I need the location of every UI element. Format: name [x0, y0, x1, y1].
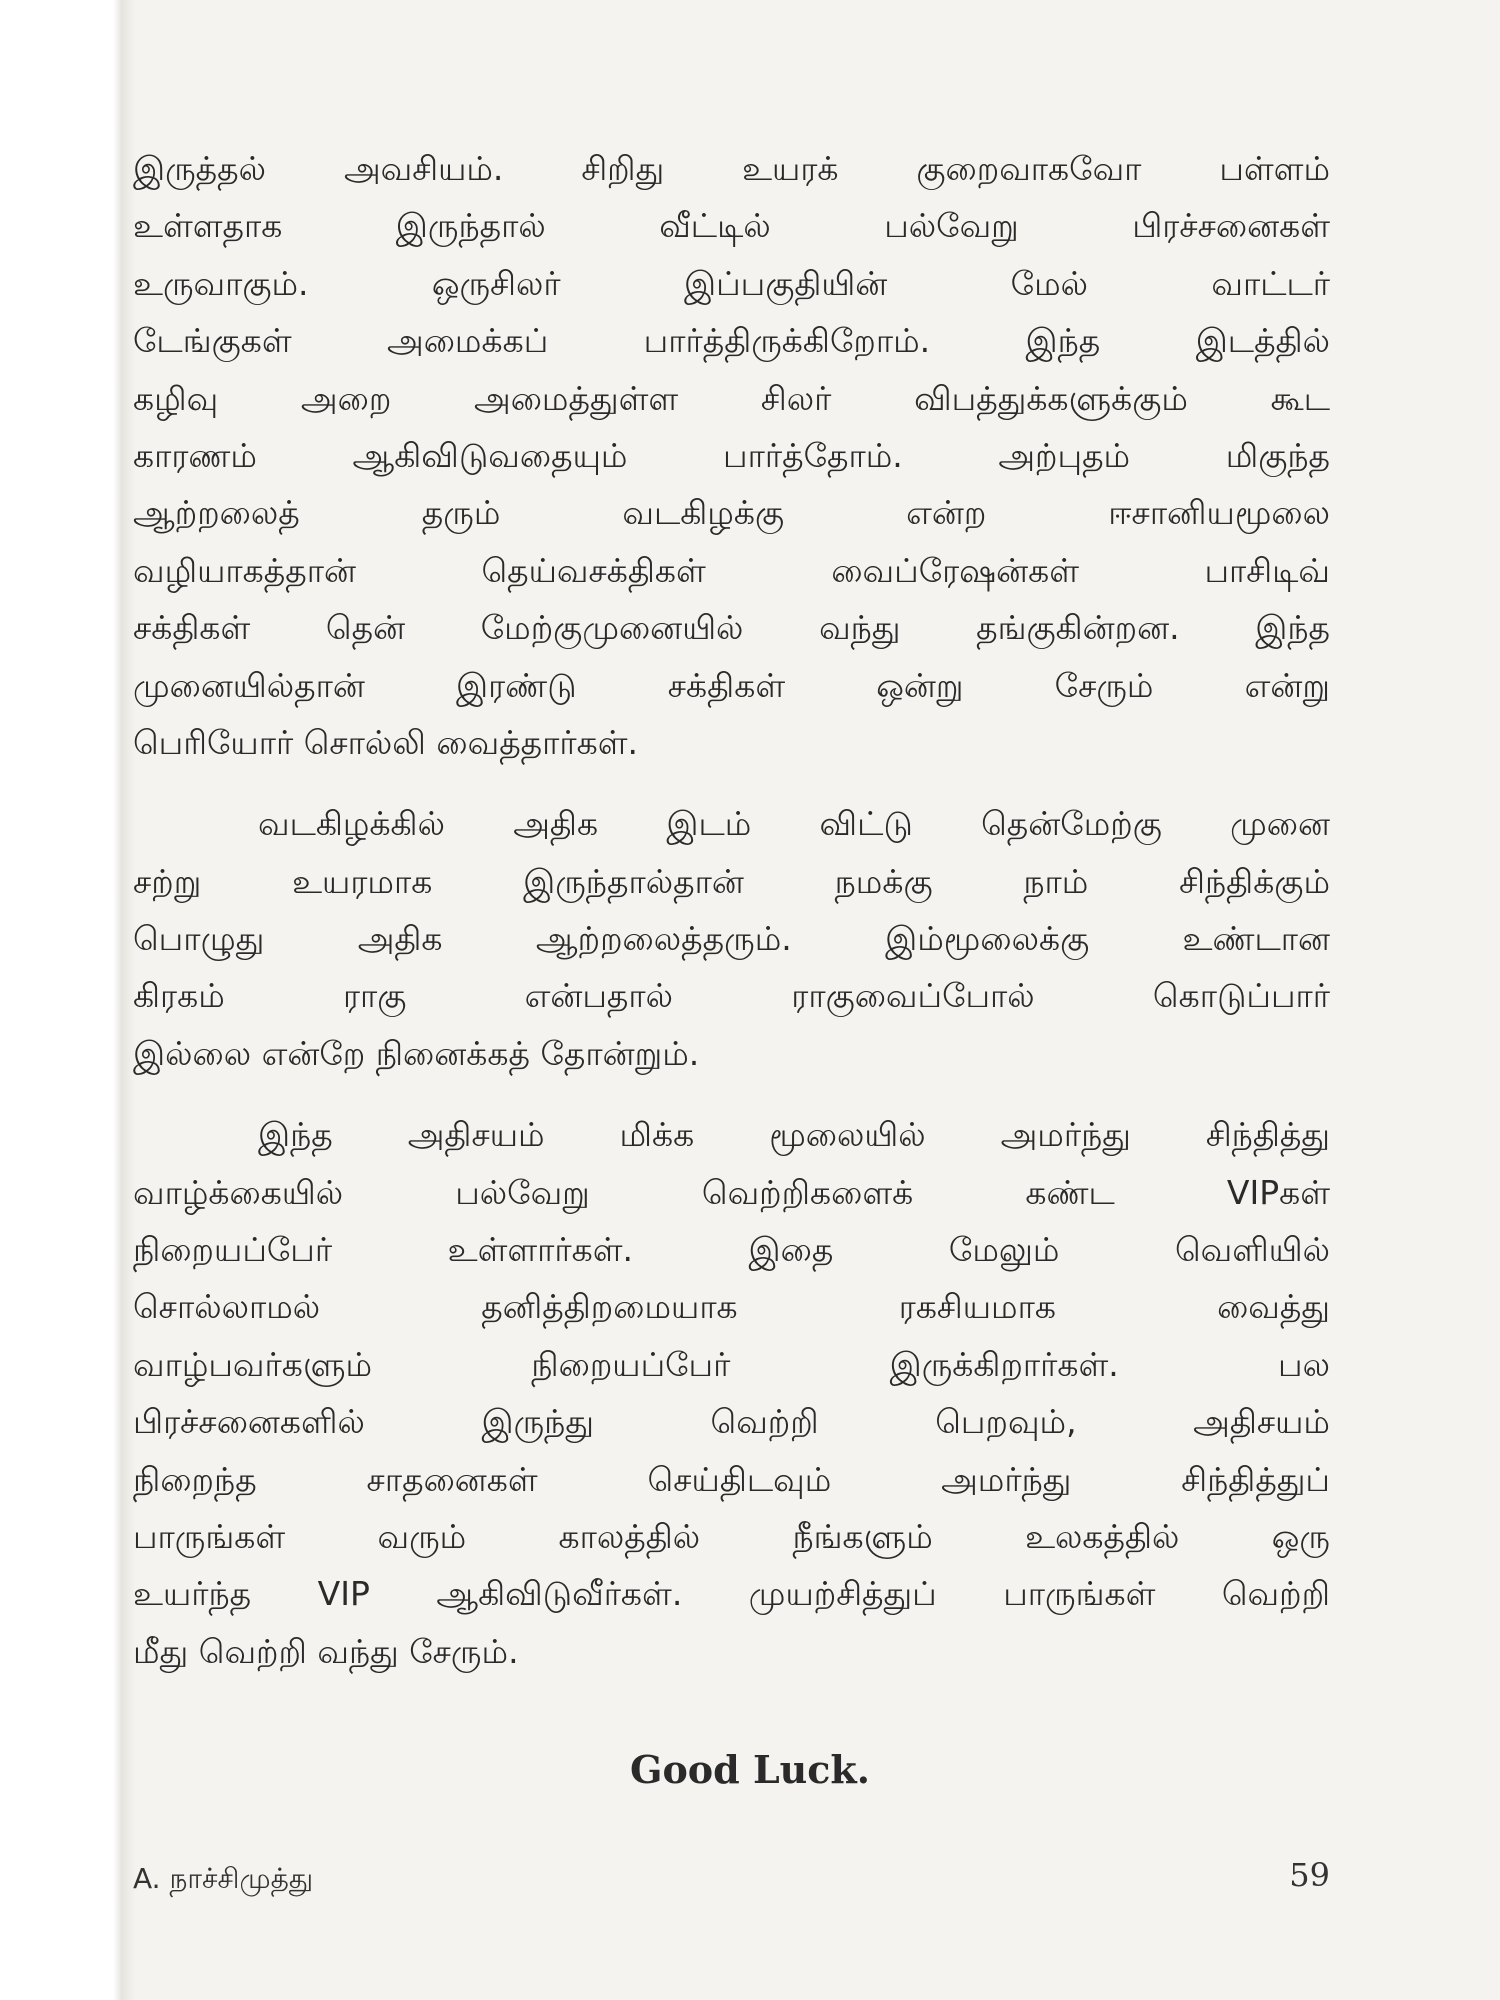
paragraph-spacer — [133, 771, 1330, 795]
paragraph-2 — [133, 795, 1330, 1082]
page-footer — [133, 1856, 1330, 1902]
text-line: நிறைந்த சாதனைகள் செய்திடவும் அமர்ந்து சிந்தித்துப் — [133, 1459, 1330, 1499]
text-line: வழியாகத்தான் தெய்வசக்திகள் வைப்ரேஷன்கள் பாசிடிவ் — [133, 550, 1330, 590]
text-line: வாழ்க்கையில் பல்வேறு வெற்றிகளைக் கண்ட VIPகள் — [133, 1172, 1330, 1212]
text-line: மீது வெற்றி வந்து சேரும். — [133, 1631, 519, 1671]
text-line: ஆற்றலைத் தரும் வடகிழக்கு என்ற ஈசானியமூலை — [133, 493, 1330, 533]
closing-greeting: Good Luck. — [630, 1747, 870, 1792]
page-body — [133, 140, 1330, 1720]
text-line: சற்று உயரமாக இருந்தால்தான் நமக்கு நாம் சிந்திக்கும் — [133, 861, 1330, 901]
text-line: இல்லை என்றே நினைக்கத் தோன்றும். — [133, 1033, 700, 1073]
text-line: காரணம் ஆகிவிடுவதையும் பார்த்தோம். அற்புதம் மிகுந்த — [133, 435, 1330, 475]
text-line: வடகிழக்கில் அதிக இடம் விட்டு தென்மேற்கு முனை — [258, 804, 1330, 844]
text-line: டேங்குகள் அமைக்கப் பார்த்திருக்கிறோம். இந்த இடத்தில் — [133, 321, 1330, 361]
text-line: நிறையப்பேர் உள்ளார்கள். இதை மேலும் வெளியில் — [133, 1230, 1330, 1270]
paragraph-3 — [133, 1106, 1330, 1680]
text-line: சொல்லாமல் தனித்திறமையாக ரகசியமாக வைத்து — [133, 1287, 1330, 1327]
text-line: கிரகம் ராகு என்பதால் ராகுவைப்போல் கொடுப்பார் — [133, 976, 1330, 1016]
text-line: முனையில்தான் இரண்டு சக்திகள் ஒன்று சேரும் என்று — [133, 665, 1330, 705]
text-line: பிரச்சனைகளில் இருந்து வெற்றி பெறவும், அதிசயம் — [133, 1402, 1330, 1442]
text-line: இருத்தல் அவசியம். சிறிது உயரக் குறைவாகவோ பள்ளம் — [133, 149, 1330, 188]
text-line: சக்திகள் தென் மேற்குமுனையில் வந்து தங்குகின்றன. இந்த — [133, 608, 1330, 648]
text-line: இந்த அதிசயம் மிக்க மூலையில் அமர்ந்து சிந்தித்து — [258, 1115, 1330, 1155]
text-line: வாழ்பவர்களும் நிறையப்பேர் இருக்கிறார்கள். பல — [133, 1344, 1330, 1384]
text-line: பொழுது அதிக ஆற்றலைத்தரும். இம்மூலைக்கு உண்டான — [133, 919, 1330, 959]
text-line: உருவாகும். ஒருசிலர் இப்பகுதியின் மேல் வாட்டர் — [133, 263, 1330, 303]
author-name: A. நாச்சிமுத்து — [133, 1862, 314, 1895]
text-line: பெரியோர் சொல்லி வைத்தார்கள். — [133, 722, 639, 762]
text-line: கழிவு அறை அமைத்துள்ள சிலர் விபத்துக்களுக்கும் கூட — [133, 378, 1330, 418]
page-number: 59 — [1289, 1856, 1330, 1894]
paragraph-spacer — [133, 1082, 1330, 1106]
text-line: உள்ளதாக இருந்தால் வீட்டில் பல்வேறு பிரச்சனைகள் — [133, 206, 1330, 246]
text-line: பாருங்கள் வரும் காலத்தில் நீங்களும் உலகத்தில் ஒரு — [133, 1516, 1330, 1556]
page-gutter-shadow — [0, 0, 135, 2000]
text-line: உயர்ந்த VIP ஆகிவிடுவீர்கள். முயற்சித்துப் பாருங்கள் வெற்றி — [133, 1574, 1330, 1614]
paragraph-1 — [133, 140, 1330, 771]
